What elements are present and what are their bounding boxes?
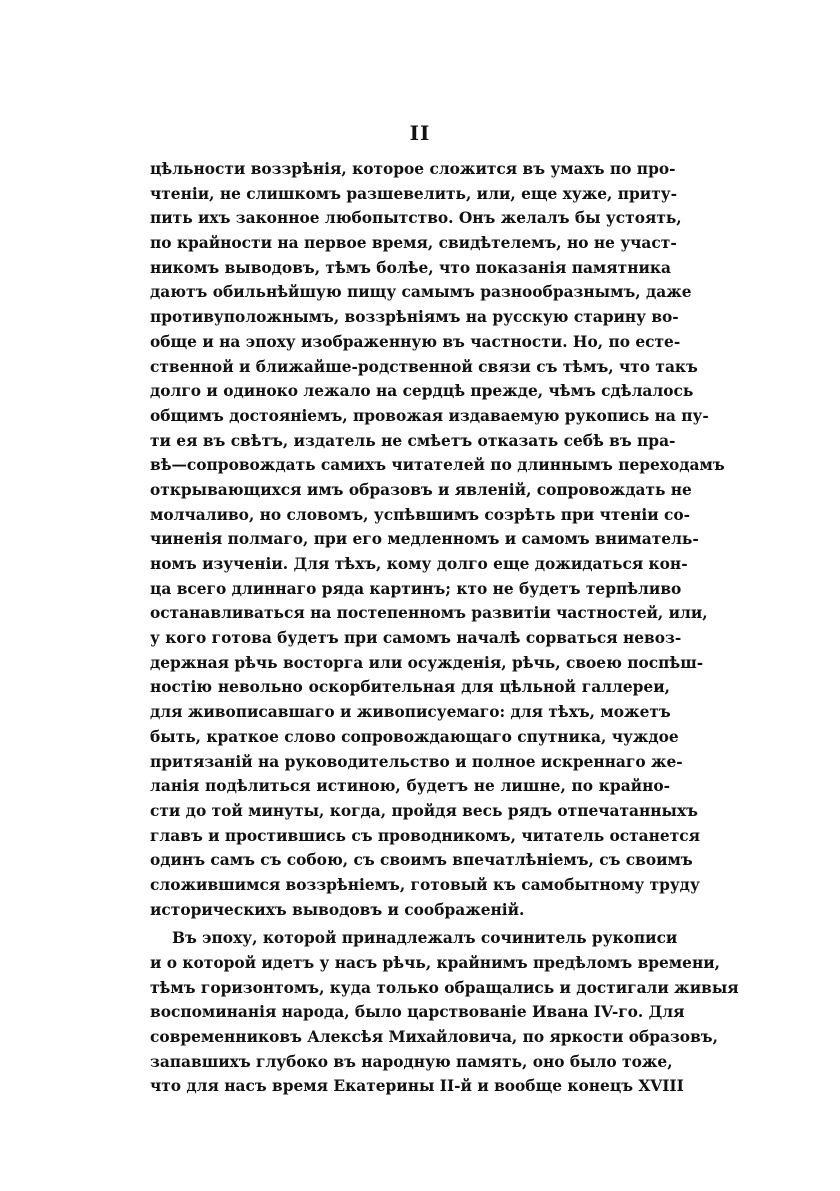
text-line: открывающихся имъ образовъ и явленій, сопровождать не xyxy=(150,480,692,499)
text-line: у кого готова будетъ при самомъ началѣ сорваться невоз- xyxy=(150,629,682,648)
text-line: историческихъ выводовъ и соображеній. xyxy=(150,900,525,919)
text-line: чтеніи, не слишкомъ разшевелить, или, еще хуже, приту- xyxy=(150,184,677,203)
text-line: обще и на эпоху изображенную въ частности. Но, по есте- xyxy=(150,332,681,351)
text-line: вѣ—сопровождать самихъ читателей по длиннымъ переходамъ xyxy=(150,456,725,475)
text-line: притязаній на руководительство и полное искреннаго же- xyxy=(150,752,683,771)
text-line: современниковъ Алексѣя Михайловича, по яркости образовъ, xyxy=(150,1028,718,1047)
text-line: молчаливо, но словомъ, успѣвшимъ созрѣть при чтеніи со- xyxy=(150,505,691,524)
text-line: даютъ обильнѣйшую пищу самымъ разнообразнымъ, даже xyxy=(150,283,692,302)
text-line: одинъ самъ съ собою, съ своимъ впечатлѣніемъ, съ своимъ xyxy=(150,851,693,870)
text-line: цѣльности воззрѣнія, которое сложится въ умахъ по про- xyxy=(150,160,676,178)
text-line: общимъ достояніемъ, провожая издаваемую рукопись на пу- xyxy=(150,406,709,425)
text-line: никомъ выводовъ, тѣмъ болѣе, что показанія памятника xyxy=(150,258,671,277)
text-line: останавливаться на постепенномъ развитіи частностей, или, xyxy=(150,604,708,623)
text-line: главъ и простившись съ проводникомъ, читатель останется xyxy=(150,826,700,845)
paragraph-2 xyxy=(150,926,739,1099)
text-line: держная рѣчь восторга или осужденія, рѣчь, своею поспѣш- xyxy=(150,653,704,672)
page-number: II xyxy=(409,121,431,145)
text-line: ностію невольно оскорбительная для цѣльной галлереи, xyxy=(150,678,670,697)
text-line: номъ изученіи. Для тѣхъ, кому долго еще дожидаться кон- xyxy=(150,555,688,573)
text-line: долго и одиноко лежало на сердцѣ прежде, чѣмъ сдѣлалось xyxy=(150,382,694,401)
text-line: ти ея въ свѣтъ, издатель не смѣетъ отказать себѣ въ пра- xyxy=(150,431,676,450)
text-line: быть, краткое слово сопровождающаго спутника, чуждое xyxy=(150,727,679,746)
text-line: противуположнымъ, воззрѣніямъ на русскую старину во- xyxy=(150,308,679,327)
text-line: пить ихъ законное любопытство. Онъ желалъ бы устоять, xyxy=(150,209,682,228)
text-line: Въ эпоху, которой принадлежалъ сочинитель рукописи xyxy=(172,929,678,948)
text-line: ственной и ближайше-родственной связи съ тѣмъ, что такъ xyxy=(150,357,698,376)
text-line: и о которой идетъ у насъ рѣчь, крайнимъ предѣломъ времени, xyxy=(150,954,721,972)
text-line: сложившимся воззрѣніемъ, готовый къ самобытному труду xyxy=(150,875,700,894)
text-line: для живописавшаго и живописуемаго: для тѣхъ, можетъ xyxy=(150,703,671,722)
text-line: сти до той минуты, когда, пройдя весь рядъ отпечатанныхъ xyxy=(150,801,698,820)
page-text xyxy=(150,157,739,1099)
text-line: что для насъ время Екатерины II-й и вообще конецъ XVIII xyxy=(150,1077,684,1096)
paragraph-1 xyxy=(150,157,725,922)
text-line: воспоминанія народа, было царствованіе Ивана IV-го. Для xyxy=(150,1003,685,1022)
text-line: по крайности на первое время, свидѣтелемъ, но не участ- xyxy=(150,234,677,253)
text-line: запавшихъ глубоко въ народную память, оно было тоже, xyxy=(150,1052,673,1071)
text-line: ланія подѣлиться истиною, будетъ не лишне, по крайно- xyxy=(150,777,670,796)
text-line: чиненія полмаго, при его медленномъ и самомъ вниматель- xyxy=(150,530,699,549)
text-line: ца всего длиннаго ряда картинъ; кто не будетъ терпѣливо xyxy=(150,579,682,598)
text-line: тѣмъ горизонтомъ, куда только обращались и достигали живыя xyxy=(150,978,739,997)
